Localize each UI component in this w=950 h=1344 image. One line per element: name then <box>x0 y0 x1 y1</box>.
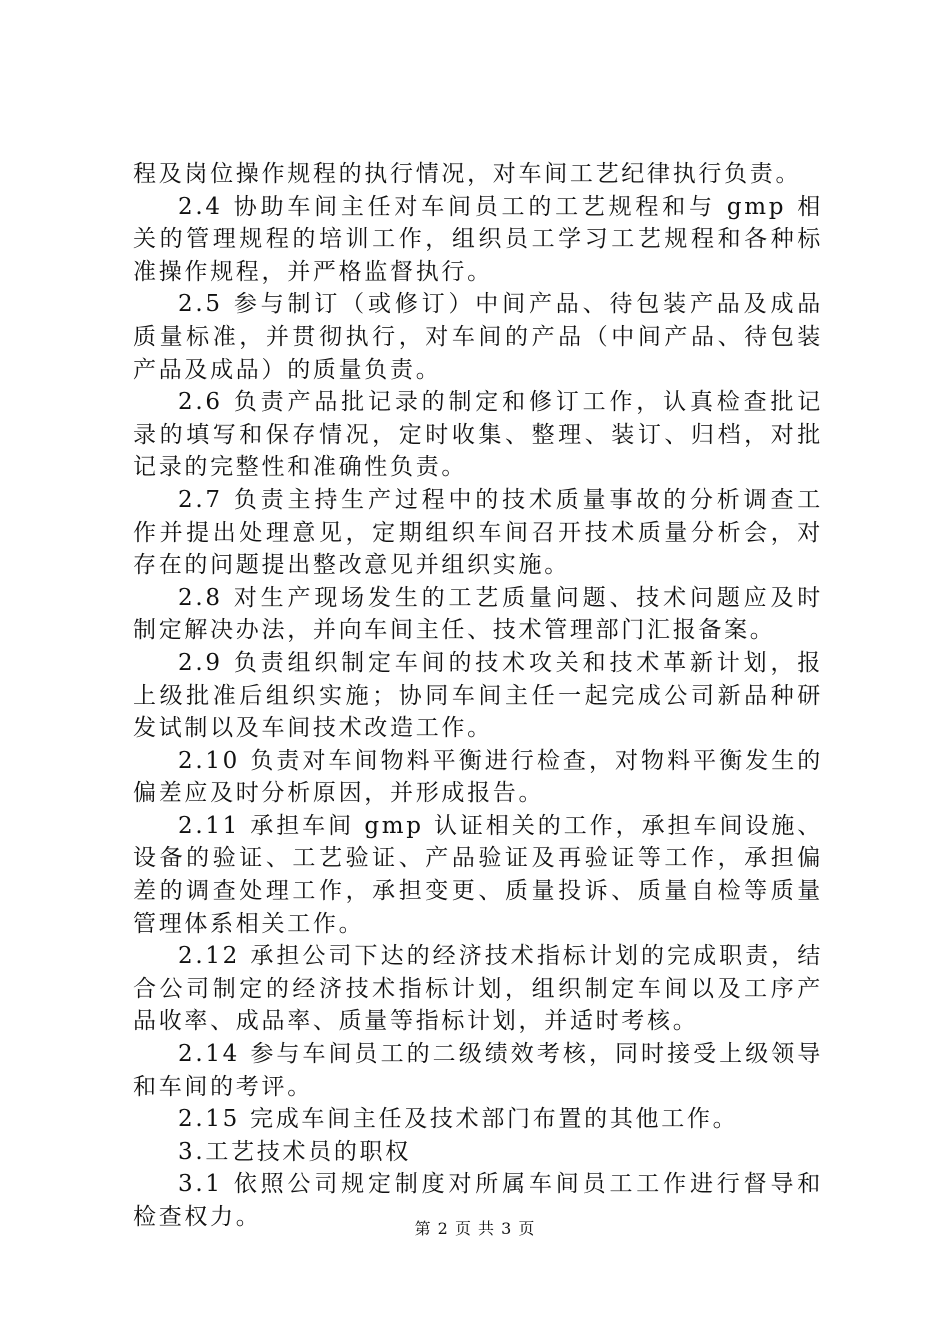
document-body <box>133 158 823 1234</box>
page-footer: 第 2 页 共 3 页 <box>414 1219 536 1238</box>
paragraph-2-10: 2.10 负责对车间物料平衡进行检查，对物料平衡发生的偏差应及时分析原因，并形成报告。 <box>133 747 823 807</box>
paragraph-2-9: 2.9 负责组织制定车间的技术攻关和技术革新计划，报上级批准后组织实施；协同车间主任一起完成公司新品种研发试制以及车间技术改造工作。 <box>133 649 823 742</box>
paragraph-2-11: 2.11 承担车间 gmp 认证相关的工作，承担车间设施、设备的验证、工艺验证、产品验证及再验证等工作，承担偏差的调查处理工作，承担变更、质量投诉、质量自检等质量管理体系相关工作。 <box>133 812 823 937</box>
paragraph-2-7: 2.7 负责主持生产过程中的技术质量事故的分析调查工作并提出处理意见，定期组织车间召开技术质量分析会，对存在的问题提出整改意见并组织实施。 <box>133 486 823 579</box>
paragraph-2-12: 2.12 承担公司下达的经济技术指标计划的完成职责，结合公司制定的经济技术指标计划，组织制定车间以及工序产品收率、成品率、质量等指标计划，并适时考核。 <box>133 943 823 1035</box>
paragraph-2-5: 2.5 参与制订（或修订）中间产品、待包装产品及成品质量标准，并贯彻执行，对车间的产品（中间产品、待包装产品及成品）的质量负责。 <box>133 291 823 383</box>
paragraph-continuation: 程及岗位操作规程的执行情况，对车间工艺纪律执行负责。 <box>133 161 802 187</box>
paragraph-2-15: 2.15 完成车间主任及技术部门布置的其他工作。 <box>178 1106 739 1133</box>
paragraph-2-8: 2.8 对生产现场发生的工艺质量问题、技术问题应及时制定解决办法，并向车间主任、技术管理部门汇报备案。 <box>133 584 823 644</box>
paragraph-2-4: 2.4 协助车间主任对车间员工的工艺规程和与 gmp 相关的管理规程的培训工作，组织员工学习工艺规程和各种标准操作规程，并严格监督执行。 <box>133 193 823 285</box>
paragraph-2-14: 2.14 参与车间员工的二级绩效考核，同时接受上级领导和车间的考评。 <box>133 1041 823 1100</box>
paragraph-2-6: 2.6 负责产品批记录的制定和修订工作，认真检查批记录的填写和保存情况，定时收集、整理、装订、归档，对批记录的完整性和准确性负责。 <box>133 389 823 481</box>
section-heading-3: 3.工艺技术员的职权 <box>178 1138 411 1165</box>
paragraph-3-1: 3.1 依照公司规定制度对所属车间员工工作进行督导和检查权力。 <box>133 1171 823 1230</box>
